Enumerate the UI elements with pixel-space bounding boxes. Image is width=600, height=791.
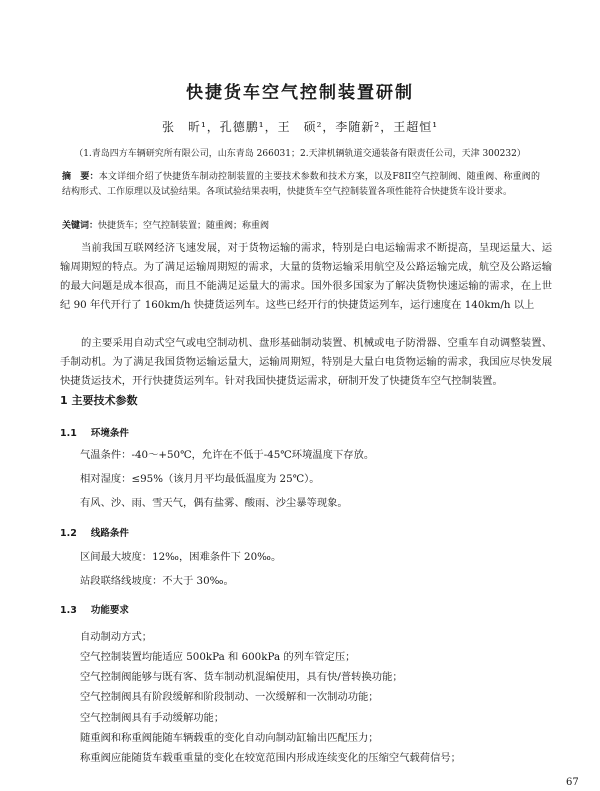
abstract	[62, 170, 540, 200]
affiliation: （1.青岛四方车辆研究所有限公司，山东青岛 266031；2.天津机辆轨道交通装备有限责任公司，天津 300232）	[74, 149, 526, 159]
page-number: 67	[566, 777, 579, 788]
subsection-number: 1.1	[60, 428, 77, 439]
function-item: 随重阀和称重阀能随车辆载重的变化自动向制动缸输出匹配压力；	[80, 732, 379, 744]
function-item: 空气控制装置均能适应 500kPa 和 600kPa 的列车管定压；	[80, 651, 356, 663]
function-item: 称重阀应能随货车载重重量的变化在较宽范围内形成连续变化的压缩空气载荷信号；	[80, 752, 461, 764]
subsection-number: 1.3	[60, 605, 77, 616]
subsection-heading-env	[60, 425, 129, 439]
author-list: 张 昕¹，孔德鹏¹，王 硕²，李随新²，王超恒¹	[161, 120, 439, 134]
subsection-heading-line	[60, 525, 129, 539]
intro-paragraph-2: 的主要采用自动式空气或电空制动机、盘形基础制动装置、机械或电子防滑器、空重车自动调整装置、手制动机。为了满足我国货物运输运量大，运输周期短，特别是大量白电货物运输的需求，我国应尽快发展快捷货运技术，开行快捷货运列车。针对我国快捷货运需求，研制开发了快捷货车空气控制装置。	[60, 337, 552, 387]
subsection-number: 1.2	[60, 528, 77, 539]
function-item: 空气控制阀具有阶段缓解和阶段制动、一次缓解和一次制动功能；	[80, 691, 379, 703]
intro-paragraph-1: 当前我国互联网经济飞速发展，对于货物运输的需求，特别是白电运输需求不断提高，呈现运量大、运输周期短的特点。为了满足运输周期短的需求，大量的货物运输采用航空及公路运输完成，航空及公路运输的最大问题是成本很高，而且不能满足运量大的需求。国外很多国家为了解决货物快速运输的需求，在上世纪 90 年代开行了 160km/h 快捷货运列车。这些已经开行的快捷货运列车，运行速度在 140km/h 以上	[60, 242, 552, 311]
subsection-title: 环境条件	[90, 428, 129, 439]
section-heading-1: 1 主要技术参数	[60, 394, 138, 407]
subsection-title: 线路条件	[90, 528, 129, 539]
env-line: 有风、沙、雨、雪天气，偶有盐雾、酸雨、沙尘暴等现象。	[80, 497, 348, 509]
abstract-label: 摘 要：	[62, 172, 99, 182]
subsection-title: 功能要求	[90, 605, 129, 616]
keywords-label: 关键词：	[62, 221, 99, 231]
subsection-heading-func	[60, 602, 129, 616]
function-item: 自动制动方式；	[80, 631, 153, 643]
keywords-text: 快捷货车；空气控制装置；随重阀；称重阀	[98, 221, 270, 231]
function-item: 空气控制阀具有手动缓解功能；	[80, 712, 225, 724]
env-line: 气温条件：-40～+50℃，允许在不低于-45℃环境温度下存放。	[80, 449, 375, 461]
paper-title: 快捷货车空气控制装置研制	[186, 83, 414, 103]
keywords	[62, 218, 540, 231]
env-line: 相对湿度：≤95%（该月月平均最低温度为 25℃）。	[80, 473, 320, 485]
function-item: 空气控制阀能够与既有客、货车制动机混编使用，具有快/普转换功能；	[80, 671, 403, 683]
line-condition: 站段联络线坡度：不大于 30‰。	[80, 575, 234, 587]
abstract-text: 本文详细介绍了快捷货车制动控制装置的主要技术参数和技术方案，以及F8II空气控制阀、随重阀、称重阀的结构形式、工作原理以及试验结果。各项试验结果表明，快捷货车空气控制装置各项性能符合快捷货车设计要求。	[62, 172, 540, 197]
line-condition: 区间最大坡度：12‰，困难条件下 20‰。	[80, 551, 282, 563]
